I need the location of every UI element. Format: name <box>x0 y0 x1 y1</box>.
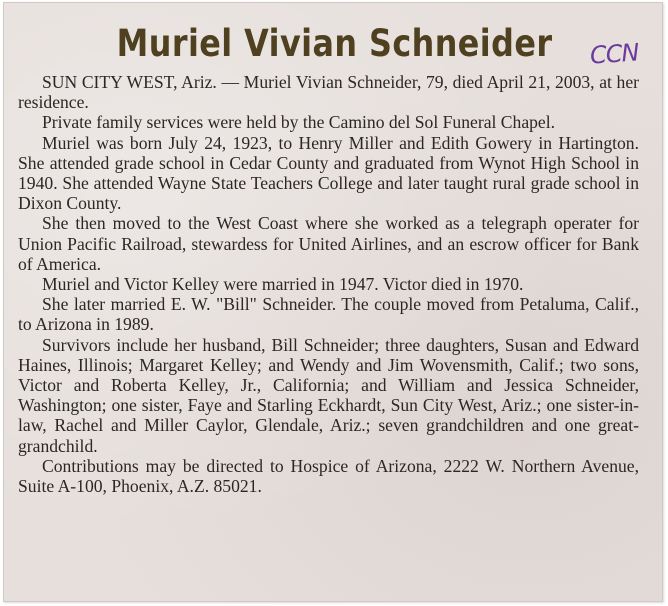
paragraph-early-life: Muriel was born July 24, 1923, to Henry Miller and Edith Gowery in Hartington. She attended grade school in Cedar County and graduated from Wynot High School in 1940. She attended Wayne State Teachers College and later taught rural grade school in Dixon County. <box>18 132 639 214</box>
paragraph-contributions: Contributions may be directed to Hospice of Arizona, 2222 W. Northern Avenue, Suite A-100, Phoenix, A.Z. 85021. <box>18 455 639 497</box>
paragraph-second-marriage: She later married E. W. "Bill" Schneider. The couple moved from Petaluma, Calif., to Arizona in 1989. <box>18 294 639 335</box>
obituary-title: Muriel Vivian Schneider <box>116 22 553 65</box>
paragraph-first-marriage: Muriel and Victor Kelley were married in 1947. Victor died in 1970. <box>42 274 524 295</box>
obituary-body <box>18 72 639 496</box>
paragraph-survivors: Survivors include her husband, Bill Schneider; three daughters, Susan and Edward Haines, Illinois; Margaret Kelley; and Wendy and Jim Wovensmith, Calif.; two sons, Victor and Roberta Kelley, Jr., California; and William and Jessica Schneider, Washington; one sister, Faye and Starling Eckhardt, Sun City West, Ariz.; one sister-in-law, Rachel and Miller Caylor, Glendale, Ariz.; seven grandchildren and one great-grandchild. <box>18 334 639 456</box>
paragraph-death-notice: SUN CITY WEST, Ariz. — Muriel Vivian Schneider, 79, died April 21, 2003, at her residence. <box>18 72 639 113</box>
paragraph-career: She then moved to the West Coast where she worked as a telegraph operater for Union Pacific Railroad, stewardess for United Airlines, and an escrow officer for Bank of America. <box>18 213 639 274</box>
handwritten-annotation: CCN <box>589 38 640 70</box>
paragraph-services: Private family services were held by the Camino del Sol Funeral Chapel. <box>42 112 556 133</box>
